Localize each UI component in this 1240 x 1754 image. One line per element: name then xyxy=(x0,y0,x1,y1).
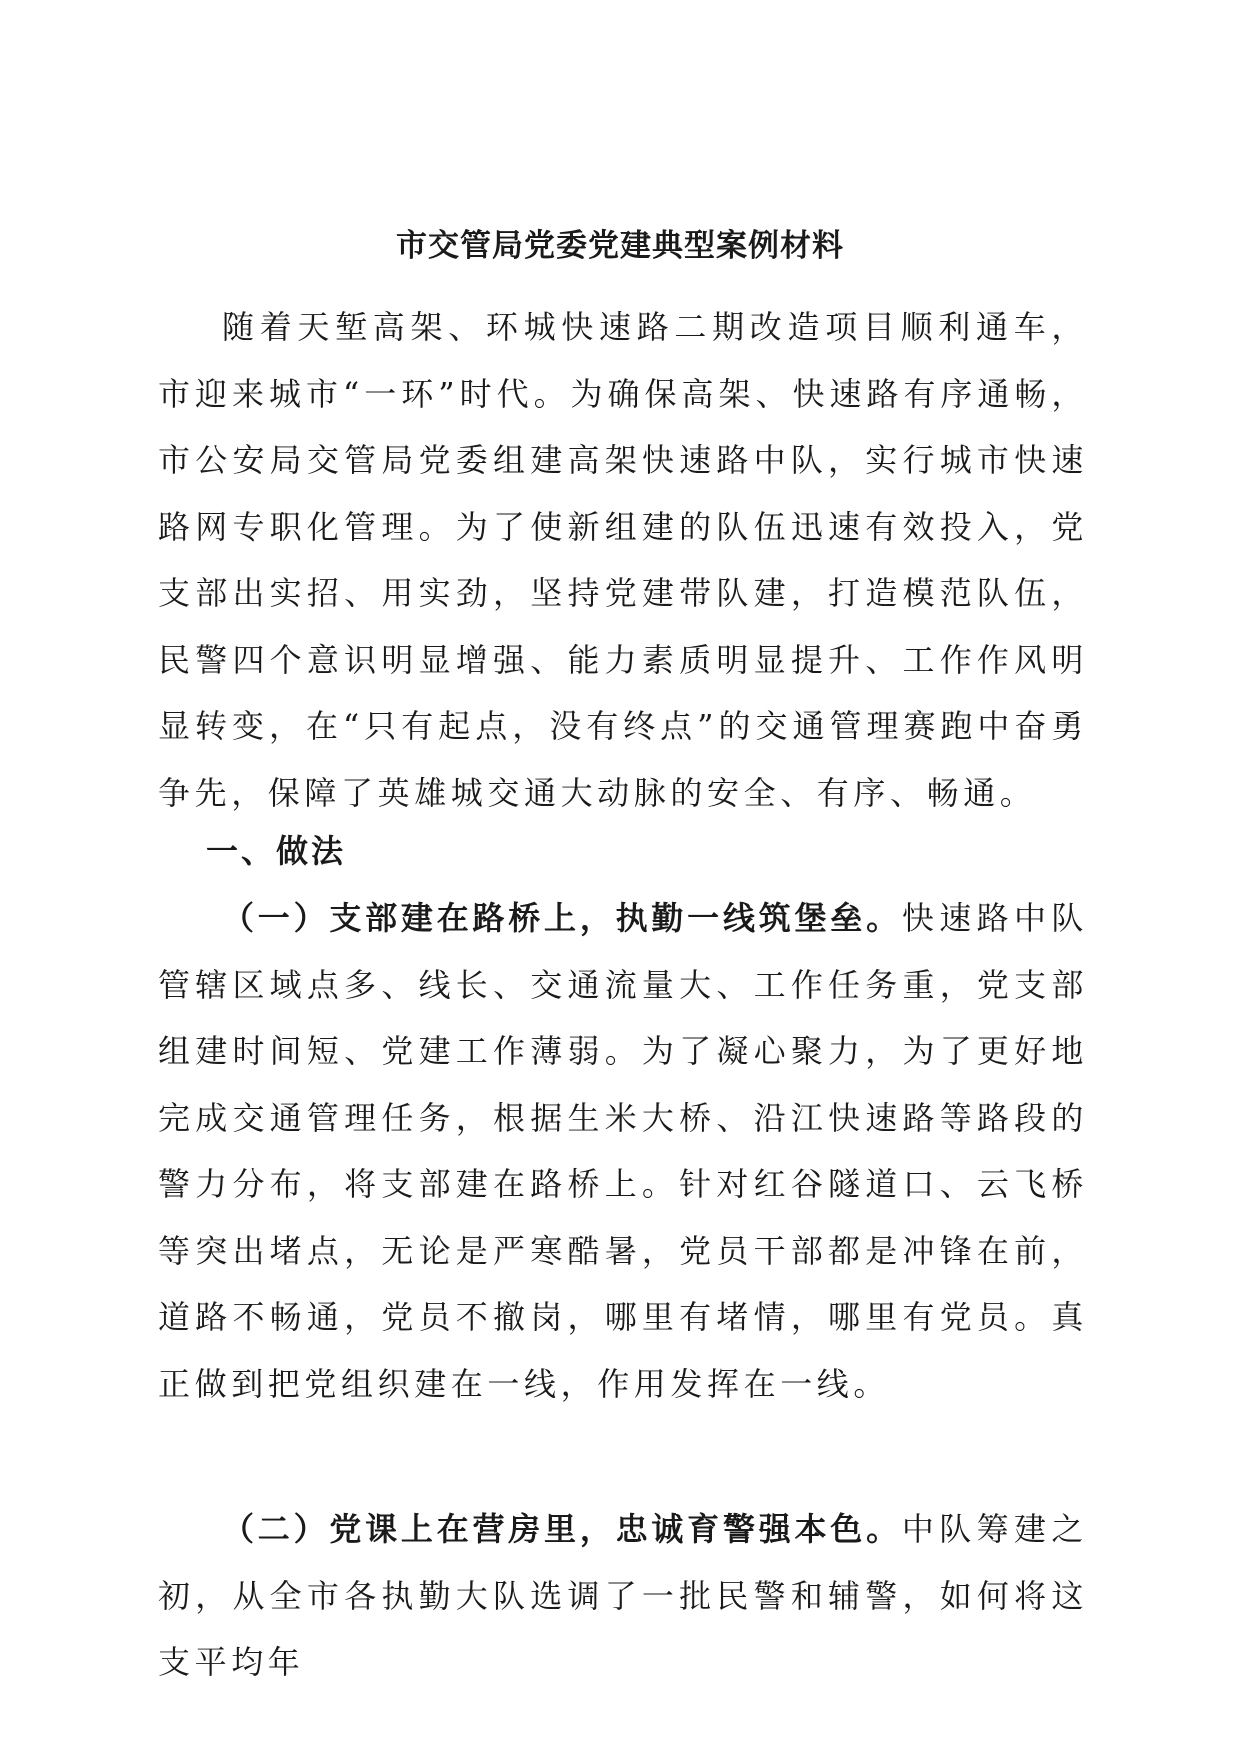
item-1-paragraph xyxy=(158,885,1088,1417)
item-1-text: 快速路中队管辖区域点多、线长、交通流量大、工作任务重，党支部组建时间短、党建工作薄弱。为了凝心聚力，为了更好地完成交通管理任务，根据生米大桥、沿江快速路等路段的警力分布，将支部建在路桥上。针对红谷隧道口、云飞桥等突出堵点，无论是严寒酷暑，党员干部都是冲锋在前，道路不畅通，党员不撤岗，哪里有堵情，哪里有党员。真正做到把党组织建在一线，作用发挥在一线。 xyxy=(158,899,1088,1403)
item-1-lead: （一）支部建在路桥上，执勤一线筑堡垒。 xyxy=(222,899,902,937)
item-2-text: 中队筹建之初，从全市各执勤大队选调了一批民警和辅警，如何将这支平均年 xyxy=(158,1510,1088,1681)
item-2-lead: （二）党课上在营房里，忠诚育警强本色。 xyxy=(222,1510,902,1548)
intro-paragraph: 随着天堑高架、环城快速路二期改造项目顺利通车，市迎来城市“一环”时代。为确保高架、快速路有序通畅，市公安局交管局党委组建高架快速路中队，实行城市快速路网专职化管理。为了使新组建的队伍迅速有效投入，党支部出实招、用实劲，坚持党建带队建，打造模范队伍，民警四个意识明显增强、能力素质明显提升、工作作风明显转变，在“只有起点，没有终点”的交通管理赛跑中奋勇争先，保障了英雄城交通大动脉的安全、有序、畅通。 xyxy=(158,308,1088,812)
section-heading-practices: 一、做法 xyxy=(206,832,347,870)
item-2-paragraph xyxy=(158,1496,1088,1696)
document-title: 市交管局党委党建典型案例材料 xyxy=(396,228,844,264)
